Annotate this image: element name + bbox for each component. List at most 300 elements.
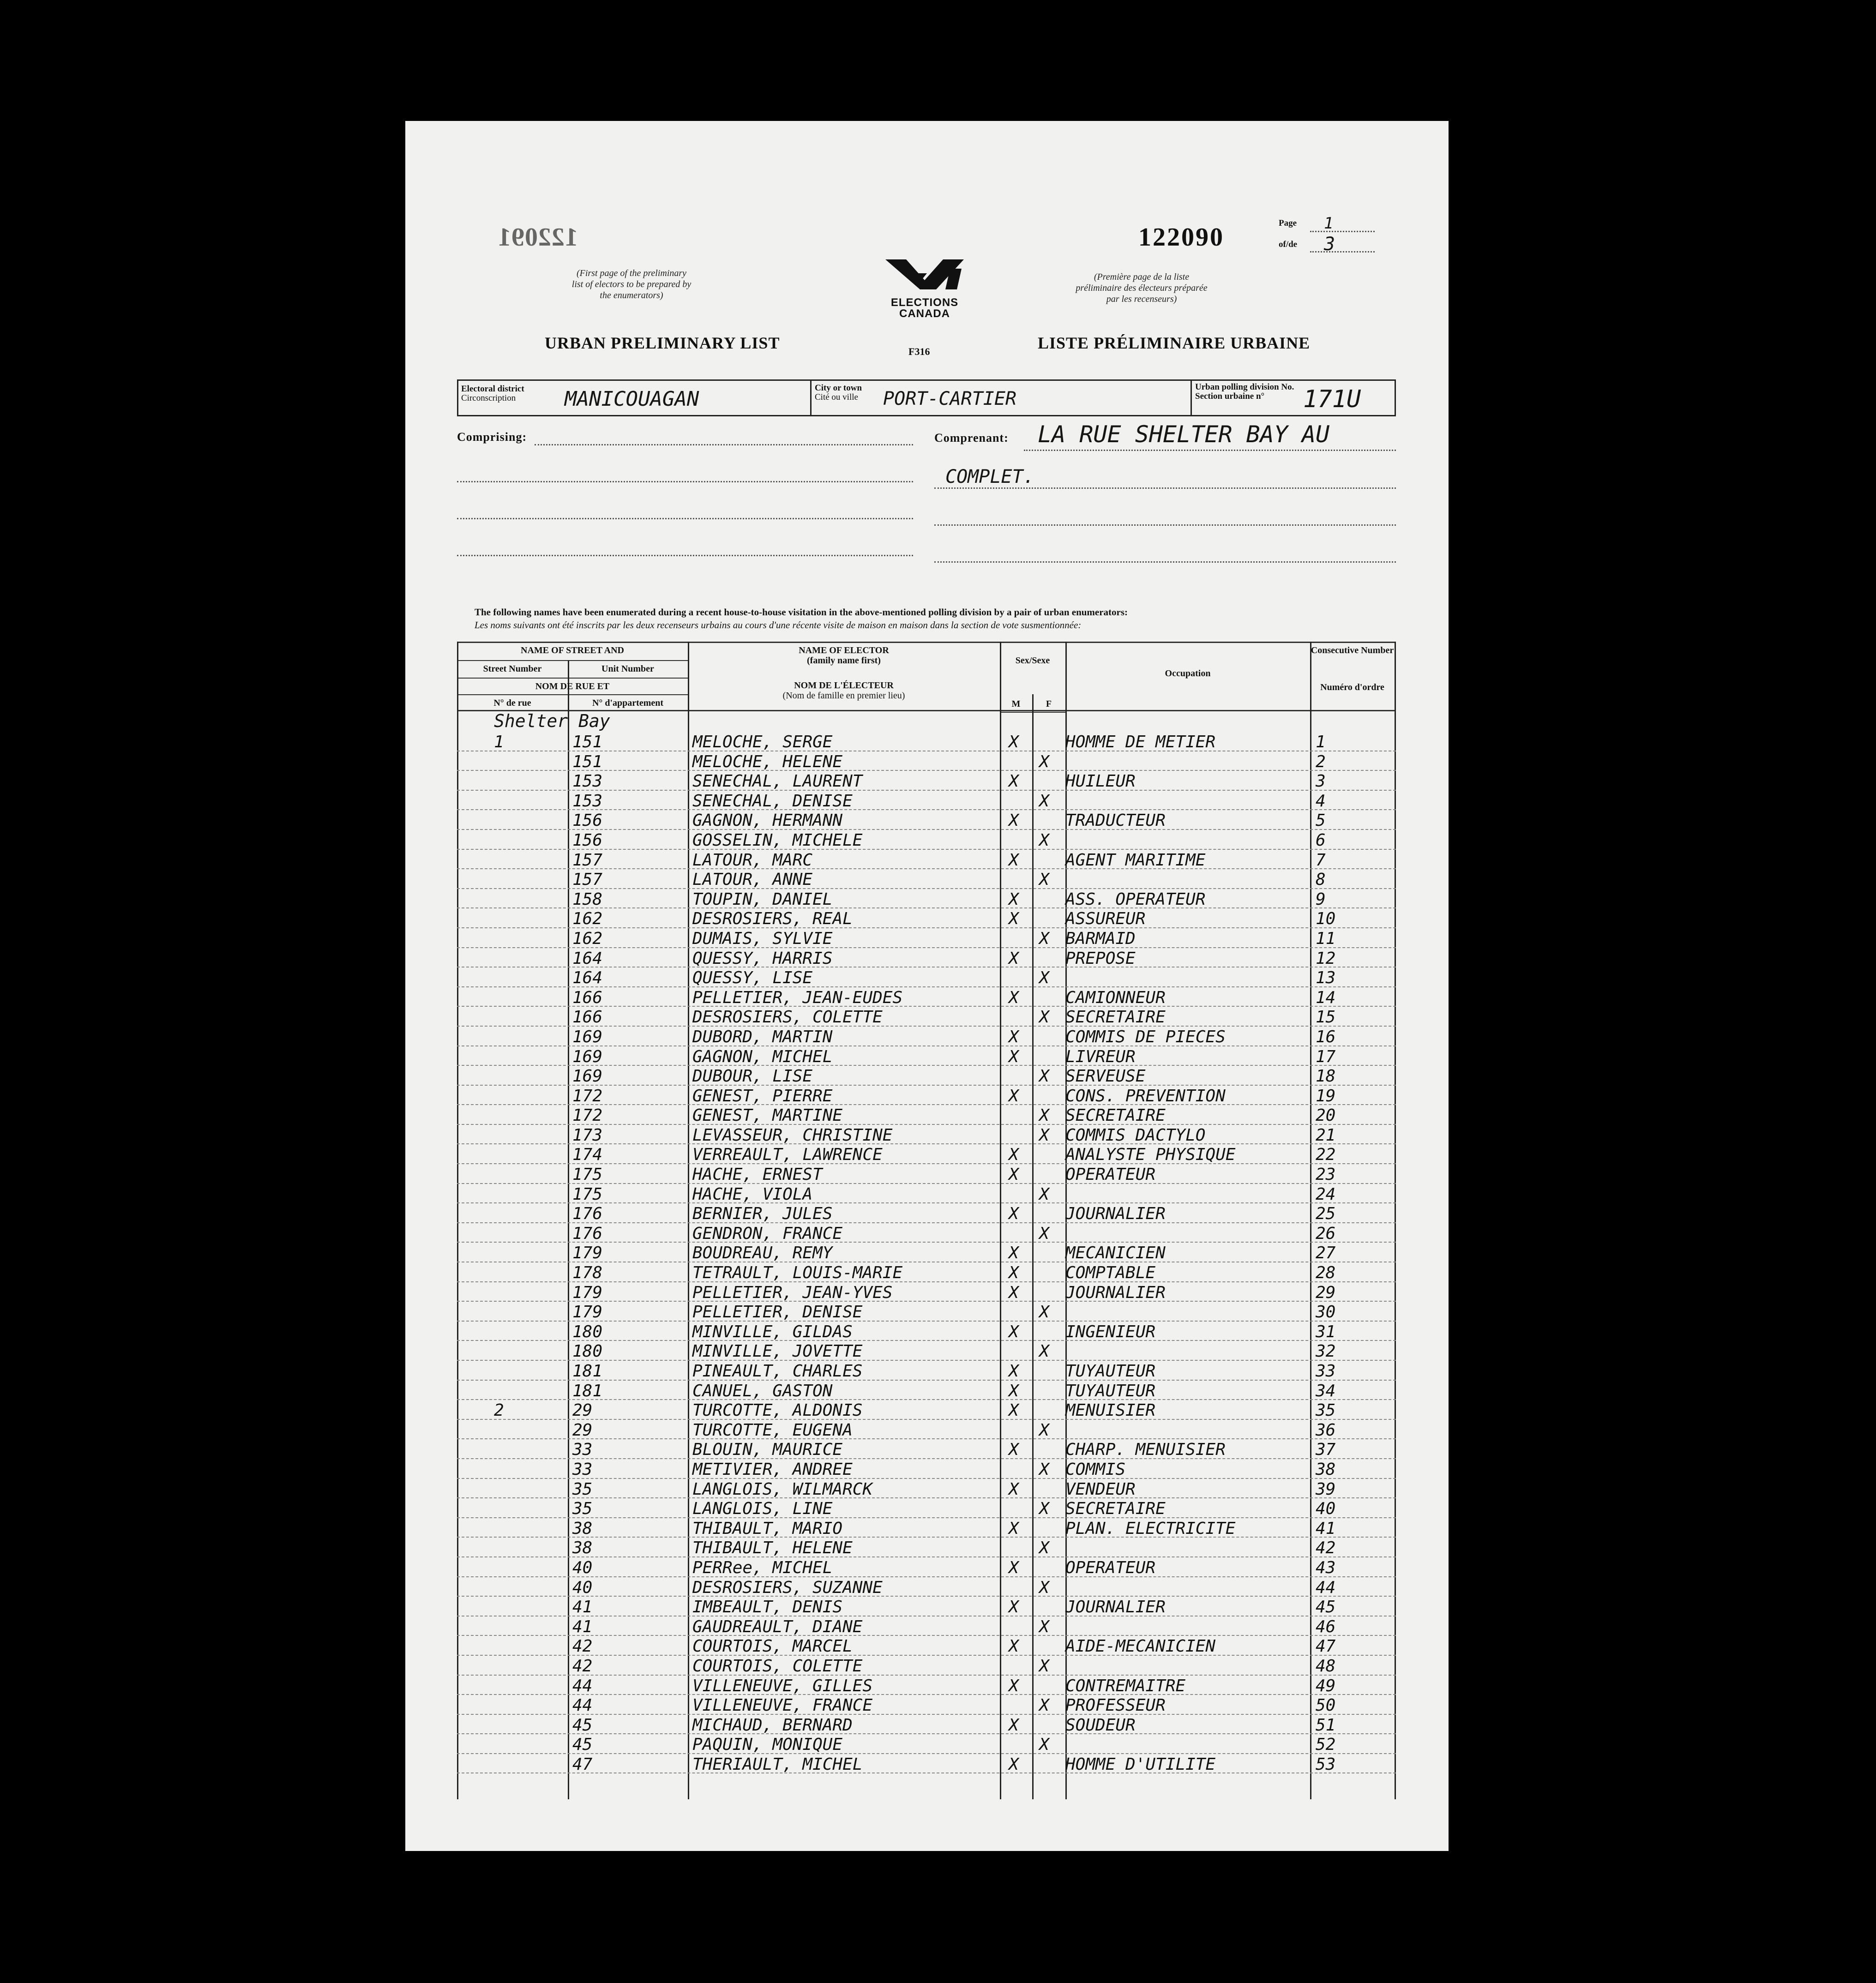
table-row	[457, 1144, 1396, 1164]
table-row	[457, 987, 1396, 1007]
sex-male-mark: X	[1009, 1558, 1019, 1577]
elector-name-cell: GAGNON, HERMANN	[692, 811, 843, 830]
elector-name-cell: PINEAULT, CHARLES	[692, 1362, 863, 1381]
table-row	[457, 928, 1396, 948]
unit-number-cell: 164	[572, 968, 603, 988]
occupation-cell: CONS. PREVENTION	[1065, 1086, 1226, 1106]
table-row	[457, 948, 1396, 968]
unit-number-cell: 180	[572, 1322, 603, 1341]
form-number: 122090	[1138, 223, 1224, 252]
document-sheet	[405, 121, 1449, 1851]
consecutive-number-cell: 41	[1316, 1519, 1336, 1538]
sex-female-mark: X	[1039, 1735, 1049, 1755]
occupation-cell: COMMIS DE PIECES	[1065, 1027, 1226, 1046]
sex-male-mark: X	[1009, 1027, 1019, 1046]
consecutive-number-cell: 38	[1316, 1460, 1336, 1479]
occupation-cell: SERVEUSE	[1065, 1067, 1146, 1086]
elector-name-cell: DUBORD, MARTIN	[692, 1027, 833, 1046]
sex-male-mark: X	[1009, 1086, 1019, 1106]
sex-female-mark: X	[1039, 1184, 1049, 1204]
district-label-en: Electoral district	[461, 384, 524, 394]
unit-number-cell: 35	[572, 1479, 593, 1499]
table-row	[457, 1676, 1396, 1695]
consecutive-number-cell: 23	[1316, 1165, 1336, 1184]
consecutive-number-cell: 6	[1316, 830, 1326, 850]
table-row	[457, 967, 1396, 987]
unit-number-cell: 178	[572, 1263, 603, 1283]
elector-name-cell: TOUPIN, DANIEL	[692, 889, 833, 909]
elector-name-cell: PERRee, MICHEL	[692, 1558, 833, 1577]
consecutive-number-cell: 13	[1316, 968, 1336, 988]
comprenant-line-2	[934, 487, 1396, 489]
consecutive-number-cell: 34	[1316, 1381, 1336, 1400]
table-row	[457, 1164, 1396, 1184]
comprising-line-2	[457, 481, 913, 482]
unit-number-cell: 47	[572, 1755, 593, 1774]
district-strip	[457, 379, 1396, 416]
sex-female-mark: X	[1039, 1656, 1049, 1676]
of-value: 3	[1324, 234, 1335, 255]
table-row	[457, 1656, 1396, 1676]
unit-number-cell: 158	[572, 889, 603, 909]
consecutive-number-cell: 45	[1316, 1598, 1336, 1617]
consecutive-number-cell: 5	[1316, 811, 1326, 830]
table-row	[457, 850, 1396, 870]
consecutive-number-cell: 24	[1316, 1184, 1336, 1204]
consecutive-number-cell: 15	[1316, 1008, 1336, 1027]
notice-en: The following names have been enumerated during a recent house-to-house visitation in the above-mentioned polling division by a pair of urban enumerators:	[475, 607, 1128, 618]
consecutive-number-cell: 52	[1316, 1735, 1336, 1755]
sex-female-mark: X	[1039, 1067, 1049, 1086]
table-row	[457, 1282, 1396, 1302]
occupation-cell: HOMME D'UTILITE	[1065, 1755, 1216, 1774]
occupation-cell: INGENIEUR	[1065, 1322, 1156, 1341]
elector-name-cell: PELLETIER, DENISE	[692, 1303, 863, 1322]
sex-male-mark: X	[1009, 1715, 1019, 1735]
comprising-line-4	[457, 555, 913, 556]
elector-name-cell: GENEST, MARTINE	[692, 1106, 843, 1125]
table-row	[457, 889, 1396, 909]
unit-number-cell: 153	[572, 772, 603, 791]
sex-female-mark: X	[1039, 1617, 1049, 1636]
occupation-cell: COMPTABLE	[1065, 1263, 1156, 1283]
street-number-cell: 2	[494, 1401, 504, 1420]
occupation-cell: HOMME DE METIER	[1065, 733, 1216, 751]
table-row	[457, 830, 1396, 850]
table-row	[457, 1381, 1396, 1400]
elector-name-cell: VILLENEUVE, GILLES	[692, 1676, 873, 1695]
occupation-cell: ASS. OPERATEUR	[1065, 889, 1206, 909]
elector-name-cell: DESROSIERS, COLETTE	[692, 1008, 883, 1027]
occupation-cell: ASSUREUR	[1065, 909, 1146, 929]
consecutive-number-cell: 10	[1316, 909, 1336, 929]
unit-number-cell: 181	[572, 1362, 603, 1381]
district-value: MANICOUAGAN	[565, 387, 699, 411]
page-label: Page	[1279, 218, 1297, 228]
table-row	[457, 1459, 1396, 1479]
sex-female-mark: X	[1039, 1106, 1049, 1125]
elector-name-cell: PAQUIN, MONIQUE	[692, 1735, 843, 1755]
unit-number-cell: 38	[572, 1519, 593, 1538]
sex-male-mark: X	[1009, 1637, 1019, 1656]
consecutive-number-cell: 42	[1316, 1538, 1336, 1558]
division-value: 171U	[1303, 385, 1361, 413]
consecutive-number-cell: 53	[1316, 1755, 1336, 1774]
sex-female-mark: X	[1039, 1538, 1049, 1558]
sex-male-mark: X	[1009, 733, 1019, 751]
sex-male-mark: X	[1009, 1440, 1019, 1460]
consecutive-number-cell: 1	[1316, 733, 1326, 751]
elector-rows	[457, 732, 1396, 1773]
occupation-cell: TUYAUTEUR	[1065, 1381, 1156, 1400]
sex-male-mark: X	[1009, 909, 1019, 929]
table-row	[457, 1597, 1396, 1616]
occupation-cell: JOURNALIER	[1065, 1204, 1166, 1224]
elector-name-cell: BOUDREAU, REMY	[692, 1244, 833, 1263]
sex-male-mark: X	[1009, 1519, 1019, 1538]
consecutive-number-cell: 50	[1316, 1696, 1336, 1715]
consecutive-number-cell: 33	[1316, 1362, 1336, 1381]
mirrored-form-number: 122091	[498, 223, 578, 252]
comprising-label: Comprising:	[457, 430, 527, 444]
table-row	[457, 1125, 1396, 1145]
table-row	[457, 791, 1396, 811]
unit-number-cell: 169	[572, 1067, 603, 1086]
sex-male-mark: X	[1009, 1263, 1019, 1283]
consecutive-number-cell: 40	[1316, 1499, 1336, 1519]
elector-name-cell: THIBAULT, HELENE	[692, 1538, 853, 1558]
elector-name-cell: VILLENEUVE, FRANCE	[692, 1696, 873, 1715]
street-name: Shelter Bay	[494, 711, 610, 731]
sex-male-mark: X	[1009, 850, 1019, 870]
elector-name-cell: IMBEAULT, DENIS	[692, 1598, 843, 1617]
elector-name-cell: COURTOIS, COLETTE	[692, 1656, 863, 1676]
consecutive-number-cell: 46	[1316, 1617, 1336, 1636]
elector-name-cell: SENECHAL, LAURENT	[692, 772, 863, 791]
table-row	[457, 1262, 1396, 1282]
occupation-cell: OPERATEUR	[1065, 1558, 1156, 1577]
district-label-fr: Circonscription	[461, 393, 516, 403]
unit-number-cell: 33	[572, 1440, 593, 1460]
table-row	[457, 732, 1396, 751]
comprenant-label: Comprenant:	[934, 431, 1009, 445]
table-row	[457, 810, 1396, 830]
elector-name-cell: QUESSY, LISE	[692, 968, 813, 988]
city-label-en: City or town	[815, 383, 862, 393]
elector-name-cell: THIBAULT, MARIO	[692, 1519, 843, 1538]
table-row	[457, 1439, 1396, 1459]
occupation-cell: BARMAID	[1065, 929, 1136, 948]
note-en: (First page of the preliminary list of electors to be prepared by the enumerators)	[571, 268, 691, 300]
unit-number-cell: 162	[572, 929, 603, 948]
unit-number-cell: 172	[572, 1106, 603, 1125]
table-row	[457, 1223, 1396, 1243]
table-row	[457, 1616, 1396, 1636]
sex-male-mark: X	[1009, 1479, 1019, 1499]
consecutive-number-cell: 27	[1316, 1244, 1336, 1263]
consecutive-number-cell: 37	[1316, 1440, 1336, 1460]
sex-female-mark: X	[1039, 1125, 1049, 1145]
occupation-cell: TRADUCTEUR	[1065, 811, 1166, 830]
col-unit-number-en: Unit Number	[601, 664, 654, 674]
occupation-cell: PREPOSE	[1065, 949, 1136, 968]
sex-male-mark: X	[1009, 1381, 1019, 1400]
sex-female-mark: X	[1039, 1696, 1049, 1715]
consecutive-number-cell: 11	[1316, 929, 1336, 948]
sex-female-mark: X	[1039, 968, 1049, 988]
unit-number-cell: 180	[572, 1342, 603, 1361]
sex-female-mark: X	[1039, 1420, 1049, 1440]
sex-male-mark: X	[1009, 1145, 1019, 1165]
table-row	[457, 1243, 1396, 1262]
unit-number-cell: 162	[572, 909, 603, 929]
unit-number-cell: 42	[572, 1656, 593, 1676]
col-street-group-en: NAME OF STREET AND	[521, 645, 624, 655]
col-occupation: Occupation	[1165, 668, 1211, 679]
consecutive-number-cell: 4	[1316, 791, 1326, 811]
city-label-fr: Cité ou ville	[815, 392, 858, 402]
elector-name-cell: HACHE, VIOLA	[692, 1184, 813, 1204]
unit-number-cell: 29	[572, 1420, 593, 1440]
table-row	[457, 1400, 1396, 1420]
table-row	[457, 1420, 1396, 1440]
occupation-cell: OPERATEUR	[1065, 1165, 1156, 1184]
table-row	[457, 908, 1396, 928]
sex-male-mark: X	[1009, 1244, 1019, 1263]
elector-name-cell: MELOCHE, HELENE	[692, 752, 843, 771]
occupation-cell: CAMIONNEUR	[1065, 988, 1166, 1007]
division-label-fr: Section urbaine n°	[1195, 391, 1265, 401]
page-value: 1	[1324, 214, 1334, 233]
elector-name-cell: TURCOTTE, EUGENA	[692, 1420, 853, 1440]
consecutive-number-cell: 35	[1316, 1401, 1336, 1420]
table-row	[457, 1557, 1396, 1577]
street-number-cell: 1	[494, 733, 504, 751]
sex-male-mark: X	[1009, 1165, 1019, 1184]
sex-female-mark: X	[1039, 830, 1049, 850]
consecutive-number-cell: 43	[1316, 1558, 1336, 1577]
unit-number-cell: 41	[572, 1617, 593, 1636]
sex-male-mark: X	[1009, 1755, 1019, 1774]
sex-male-mark: X	[1009, 949, 1019, 968]
col-sex-m: M	[1011, 699, 1021, 709]
unit-number-cell: 179	[572, 1244, 603, 1263]
unit-number-cell: 156	[572, 830, 603, 850]
unit-number-cell: 181	[572, 1381, 603, 1400]
elector-name-cell: BLOUIN, MAURICE	[692, 1440, 843, 1460]
consecutive-number-cell: 31	[1316, 1322, 1336, 1341]
elector-name-cell: GENDRON, FRANCE	[692, 1224, 843, 1243]
consecutive-number-cell: 30	[1316, 1303, 1336, 1322]
elector-name-cell: VERREAULT, LAWRENCE	[692, 1145, 883, 1165]
consecutive-number-cell: 20	[1316, 1106, 1336, 1125]
unit-number-cell: 166	[572, 988, 603, 1007]
electors-table	[457, 642, 1396, 1799]
unit-number-cell: 176	[572, 1204, 603, 1224]
sex-female-mark: X	[1039, 1499, 1049, 1519]
consecutive-number-cell: 26	[1316, 1224, 1336, 1243]
elector-name-cell: LANGLOIS, WILMARCK	[692, 1479, 873, 1499]
unit-number-cell: 29	[572, 1401, 593, 1420]
col-unit-number-fr: N° d'appartement	[592, 698, 664, 708]
unit-number-cell: 166	[572, 1008, 603, 1027]
unit-number-cell: 40	[572, 1558, 593, 1577]
consecutive-number-cell: 32	[1316, 1342, 1336, 1361]
occupation-cell: AGENT MARITIME	[1065, 850, 1206, 870]
sex-female-mark: X	[1039, 1342, 1049, 1361]
comprising-line-3	[457, 518, 913, 519]
unit-number-cell: 175	[572, 1184, 603, 1204]
table-row	[457, 1066, 1396, 1086]
sex-male-mark: X	[1009, 1362, 1019, 1381]
unit-number-cell: 169	[572, 1027, 603, 1046]
occupation-cell: SECRETAIRE	[1065, 1106, 1166, 1125]
consecutive-number-cell: 2	[1316, 752, 1326, 771]
occupation-cell: HUILEUR	[1065, 772, 1136, 791]
unit-number-cell: 179	[572, 1283, 603, 1302]
elector-name-cell: MINVILLE, JOVETTE	[692, 1342, 863, 1361]
unit-number-cell: 45	[572, 1715, 593, 1735]
occupation-cell: JOURNALIER	[1065, 1283, 1166, 1302]
sex-male-mark: X	[1009, 889, 1019, 909]
of-label: of/de	[1279, 240, 1298, 249]
consecutive-number-cell: 51	[1316, 1715, 1336, 1735]
elector-name-cell: GAUDREAULT, DIANE	[692, 1617, 863, 1636]
table-row	[457, 1715, 1396, 1735]
unit-number-cell: 153	[572, 791, 603, 811]
table-row	[457, 771, 1396, 791]
consecutive-number-cell: 12	[1316, 949, 1336, 968]
table-row	[457, 1027, 1396, 1046]
sex-male-mark: X	[1009, 1676, 1019, 1695]
elector-name-cell: LEVASSEUR, CHRISTINE	[692, 1125, 893, 1145]
note-fr: (Première page de la liste préliminaire des électeurs préparée par les recenseurs)	[1076, 272, 1208, 304]
sex-male-mark: X	[1009, 1283, 1019, 1302]
col-name-fr: NOM DE L'ÉLECTEUR	[794, 680, 894, 691]
table-row	[457, 1302, 1396, 1322]
consecutive-number-cell: 14	[1316, 988, 1336, 1007]
city-value: PORT-CARTIER	[883, 388, 1016, 409]
table-row	[457, 1184, 1396, 1204]
comprenant-line-3	[934, 524, 1396, 526]
elector-name-cell: MINVILLE, GILDAS	[692, 1322, 853, 1341]
occupation-cell: CONTREMAITRE	[1065, 1676, 1186, 1695]
table-row	[457, 1479, 1396, 1499]
consecutive-number-cell: 47	[1316, 1637, 1336, 1656]
elector-name-cell: PELLETIER, JEAN-EUDES	[692, 988, 903, 1007]
unit-number-cell: 44	[572, 1696, 593, 1715]
consecutive-number-cell: 9	[1316, 889, 1326, 909]
elector-name-cell: GENEST, PIERRE	[692, 1086, 833, 1106]
unit-number-cell: 176	[572, 1224, 603, 1243]
table-row	[457, 1695, 1396, 1715]
occupation-cell: PROFESSEUR	[1065, 1696, 1166, 1715]
comprenant-value-2: COMPLET.	[945, 466, 1034, 487]
col-street-group-fr: NOM DE RUE ET	[535, 681, 610, 691]
sex-male-mark: X	[1009, 1322, 1019, 1341]
table-row	[457, 1754, 1396, 1774]
unit-number-cell: 151	[572, 733, 603, 751]
elector-name-cell: MICHAUD, BERNARD	[692, 1715, 853, 1735]
elections-canada-logo	[881, 255, 968, 324]
table-row	[457, 869, 1396, 889]
consecutive-number-cell: 25	[1316, 1204, 1336, 1224]
elector-name-cell: PELLETIER, JEAN-YVES	[692, 1283, 893, 1302]
elector-name-cell: LANGLOIS, LINE	[692, 1499, 833, 1519]
table-row	[457, 1734, 1396, 1754]
consecutive-number-cell: 44	[1316, 1578, 1336, 1597]
occupation-cell: MECANICIEN	[1065, 1244, 1166, 1263]
consecutive-number-cell: 49	[1316, 1676, 1336, 1695]
table-row	[457, 1636, 1396, 1656]
table-row	[457, 1361, 1396, 1381]
of-value-line	[1310, 251, 1375, 252]
occupation-cell: SECRETAIRE	[1065, 1008, 1166, 1027]
comprising-line-1	[535, 444, 913, 445]
table-row	[457, 1105, 1396, 1125]
occupation-cell: ANALYSTE PHYSIQUE	[1065, 1145, 1236, 1165]
elector-name-cell: DESROSIERS, REAL	[692, 909, 853, 929]
occupation-cell: CHARP. MENUISIER	[1065, 1440, 1226, 1460]
title-en: URBAN PRELIMINARY LIST	[545, 334, 780, 352]
unit-number-cell: 45	[572, 1735, 593, 1755]
notice-fr: Les noms suivants ont été inscrits par les deux recenseurs urbains au cours d'une récente visite de maison en maison dans la section de vote susmentionnée:	[475, 619, 1082, 631]
consecutive-number-cell: 3	[1316, 772, 1326, 791]
comprenant-value-1: LA RUE SHELTER BAY AU	[1038, 421, 1330, 448]
elector-name-cell: DUBOUR, LISE	[692, 1067, 813, 1086]
table-row	[457, 1341, 1396, 1361]
occupation-cell: VENDEUR	[1065, 1479, 1136, 1499]
elector-name-cell: TURCOTTE, ALDONIS	[692, 1401, 863, 1420]
title-fr: LISTE PRÉLIMINAIRE URBAINE	[1038, 334, 1311, 352]
unit-number-cell: 40	[572, 1578, 593, 1597]
page-value-line	[1310, 231, 1375, 232]
unit-number-cell: 44	[572, 1676, 593, 1695]
elector-name-cell: LATOUR, MARC	[692, 850, 813, 870]
unit-number-cell: 42	[572, 1637, 593, 1656]
unit-number-cell: 157	[572, 870, 603, 889]
elector-name-cell: COURTOIS, MARCEL	[692, 1637, 853, 1656]
elector-name-cell: QUESSY, HARRIS	[692, 949, 833, 968]
sex-male-mark: X	[1009, 1204, 1019, 1224]
elector-name-cell: DESROSIERS, SUZANNE	[692, 1578, 883, 1597]
sex-female-mark: X	[1039, 752, 1049, 771]
col-consecutive-fr: Numéro d'ordre	[1320, 682, 1384, 692]
unit-number-cell: 33	[572, 1460, 593, 1479]
consecutive-number-cell: 8	[1316, 870, 1326, 889]
unit-number-cell: 35	[572, 1499, 593, 1519]
sex-male-mark: X	[1009, 1401, 1019, 1420]
col-street-number-en: Street Number	[483, 664, 542, 674]
unit-number-cell: 174	[572, 1145, 603, 1165]
form-code: F316	[908, 346, 930, 357]
elector-name-cell: GAGNON, MICHEL	[692, 1047, 833, 1066]
sex-female-mark: X	[1039, 791, 1049, 811]
sex-female-mark: X	[1039, 929, 1049, 948]
table-row	[457, 1577, 1396, 1597]
elector-name-cell: TETRAULT, LOUIS-MARIE	[692, 1263, 903, 1283]
unit-number-cell: 179	[572, 1303, 603, 1322]
table-row	[457, 1007, 1396, 1027]
consecutive-number-cell: 22	[1316, 1145, 1336, 1165]
sex-male-mark: X	[1009, 811, 1019, 830]
occupation-cell: SOUDEUR	[1065, 1715, 1136, 1735]
elector-name-cell: METIVIER, ANDREE	[692, 1460, 853, 1479]
occupation-cell: COMMIS DACTYLO	[1065, 1125, 1206, 1145]
occupation-cell: SECRETAIRE	[1065, 1499, 1166, 1519]
consecutive-number-cell: 48	[1316, 1656, 1336, 1676]
sex-male-mark: X	[1009, 988, 1019, 1007]
